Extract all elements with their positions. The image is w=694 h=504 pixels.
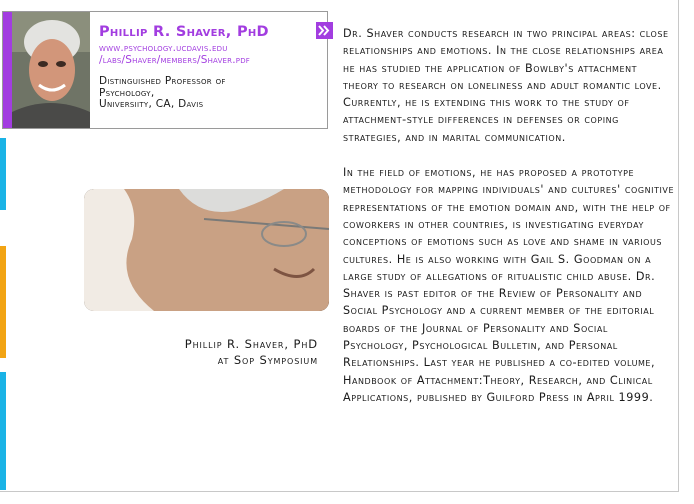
portrait-photo [12,12,90,128]
profile-url-line-2[interactable]: /labs/Shaver/members/Shaver.pdf [99,53,251,66]
biography-paragraph-1: Dr. Shaver conducts research in two principal areas: close relationships and emotions. In the close relationships area he has studied the application of Bowlby's attachment theory to research on loneliness and adult romantic love. Currently, he is extending this work to the study of attachment-style differences in defenses or coping strategies, and in marital communication. [343,27,669,144]
biography-text [343,25,675,406]
profile-card [2,11,328,129]
photo-caption-line-1: Phillip R. Shaver, PhD [184,337,318,351]
photo-caption-line-2: at Sop Symposium [217,353,318,367]
profile-side-photo [84,189,329,311]
photo-caption [140,336,318,368]
profile-title-line-3: Universiity, CA, Davis [99,98,204,110]
left-strip-orange [0,246,6,358]
profile-url-line-1[interactable]: www.psychology.ucdavis.edu [99,42,228,54]
profile-title-line-2: Psychology, [99,86,155,99]
profile-name: Phillip R. Shaver, PhD [99,24,269,40]
left-strip-cyan-top [0,138,6,210]
double-chevron-right-icon[interactable] [316,22,333,39]
card-accent-bar [3,12,12,128]
biography-paragraph-2: In the field of emotions, he has proposed a prototype methodology for mapping individuals' and cultures' cognitive representations of the emotion domain and, with the help of coworkers in other countries, is investigating everyday conceptions of emotions such as love and shame in various cultures. He is also working with Gail S. Goodman on a large study of allegations of ritualistic child abuse. Dr. Shaver is past editor of the Review of Personality and Social Psychology and a current member of the editorial boards of the Journal of Personality and Social Psychology, Psychological Bulletin, and Personal Relationships. Last year he published a co-edited volume, Handbook of Attachment:Theory, Research, and Clinical Applications, published by Guilford Press in April 1999. [343,166,675,404]
profile-title-line-1: Distinguished Professor of [99,75,226,87]
profile-url[interactable] [99,43,321,66]
profile-title [99,76,321,111]
left-strip-cyan-bottom [0,372,6,490]
